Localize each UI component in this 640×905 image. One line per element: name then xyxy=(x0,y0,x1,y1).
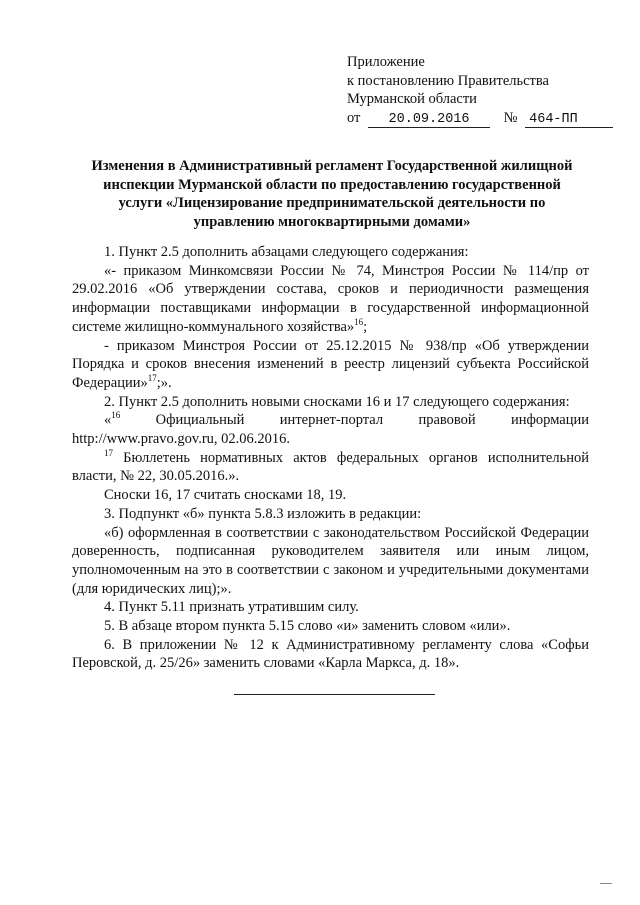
appendix-line-1: Приложение xyxy=(347,54,425,70)
paragraph-3 xyxy=(72,337,589,393)
footnote-16-mark: 16 xyxy=(111,410,121,421)
paragraph-1: 1. Пункт 2.5 дополнить абзацами следующего содержания: xyxy=(104,244,469,260)
paragraph-5-quote: «б) оформленная в соответствии с законодательством Российской Федерации доверенность, подписанная руководителем заявителя или иным лицом, уполномоченным на это в соответствии с законом и учредительными документами (для юридических лиц);». xyxy=(72,524,589,597)
footnote-16-text: Официальный интернет-портал правовой информации http://www.pravo.gov.ru, 02.06.2016. xyxy=(72,412,589,448)
paragraph-3-tail: ;». xyxy=(156,374,172,391)
appendix-line-3: Мурманской области xyxy=(347,91,477,107)
appendix-block xyxy=(347,53,617,128)
appendix-date-number-line xyxy=(347,109,617,128)
title-line-2: инспекции Мурманской области по предоставлению государственной xyxy=(103,176,561,193)
decree-number: 464-ПП xyxy=(525,112,613,128)
paragraph-5: 3. Подпункт «б» пункта 5.8.3 изложить в редакции: xyxy=(104,505,422,522)
footnote-17-text: Бюллетень нормативных актов федеральных органов исполнительной власти, № 22, 30.05.2016.». xyxy=(72,449,589,485)
from-label: от xyxy=(347,109,361,126)
decree-date: 20.09.2016 xyxy=(368,112,490,128)
footnote-16 xyxy=(72,411,589,448)
end-divider xyxy=(234,694,435,695)
paragraph-2-text: «- приказом Минкомсвязи России № 74, Минстроя России № 114/пр от 29.02.2016 «Об утверждении состава, сроков и периодичности размещения информации поставщиками информации в государственной информационной системе жилищно-коммунального хозяйства» xyxy=(72,262,589,335)
title-line-3: услуги «Лицензирование предпринимательской деятельности по xyxy=(118,195,546,211)
title-line-1: Изменения в Административный регламент Государственной жилищной xyxy=(91,158,573,174)
number-label: № xyxy=(503,109,518,126)
paragraph-2 xyxy=(72,262,589,337)
title-line-4: управлению многоквартирными домами» xyxy=(193,213,471,230)
footnote-17-mark: 17 xyxy=(104,447,113,458)
paragraph-3-text: - приказом Минстроя России от 25.12.2015 № 938/пр «Об утверждении Порядка и сроков внесения изменений в реестр лицензий субъекта Российской Федерации» xyxy=(72,337,589,391)
paragraph-6: 4. Пункт 5.11 признать утратившим силу. xyxy=(104,599,359,616)
footnote-17 xyxy=(72,449,589,486)
footnote-ref-17: 17 xyxy=(147,373,157,384)
appendix-line-2: к постановлению Правительства xyxy=(347,72,549,89)
footnote-16-open-quote: « xyxy=(104,412,112,429)
paragraph-2-tail: ; xyxy=(363,318,368,335)
document-title xyxy=(72,157,592,231)
paragraph-7: 5. В абзаце втором пункта 5.15 слово «и» заменить словом «или». xyxy=(104,618,511,635)
footnote-ref-16: 16 xyxy=(354,316,364,327)
paragraph-footnote-renumber: Сноски 16, 17 считать сносками 18, 19. xyxy=(104,487,347,504)
document-body xyxy=(72,243,589,673)
scan-artifact xyxy=(600,883,612,884)
paragraph-8: 6. В приложении № 12 к Административному регламенту слова «Софьи Перовской, д. 25/26» заменить словами «Карла Маркса, д. 18». xyxy=(72,636,589,672)
paragraph-4: 2. Пункт 2.5 дополнить новыми сносками 16 и 17 следующего содержания: xyxy=(104,393,570,410)
